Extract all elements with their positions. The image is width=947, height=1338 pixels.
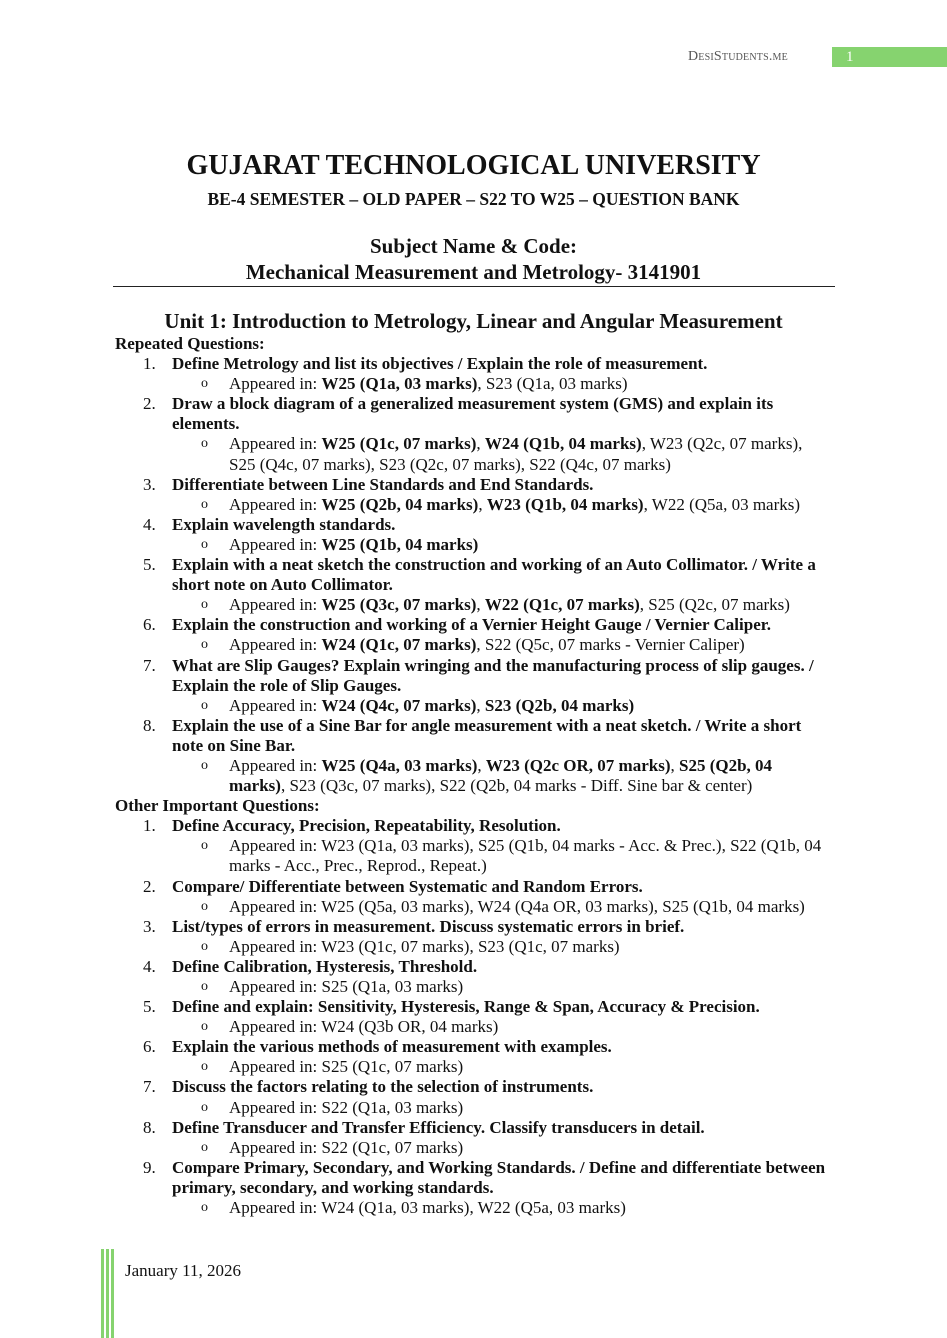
- question-number: 3.: [143, 916, 156, 936]
- question-number: 1.: [143, 354, 156, 374]
- question-item: [115, 816, 830, 836]
- question-text: Define Metrology and list its objectives / Explain the role of measurement.: [172, 354, 708, 374]
- appearance-text: ,: [477, 755, 486, 775]
- question-text: What are Slip Gauges? Explain wringing and the manufacturing process of slip gauges. / Explain the role of Slip Gauges.: [172, 655, 814, 695]
- appearance-highlight: W23 (Q2c OR, 07 marks): [485, 755, 671, 775]
- question-number: 6.: [143, 615, 156, 635]
- question-item: [115, 1037, 830, 1057]
- appearance-highlight: S23 (Q2b, 04 marks): [484, 695, 635, 715]
- subject-label: Subject Name & Code:: [369, 234, 578, 258]
- question-number: 3.: [143, 474, 156, 494]
- question-text: Explain the various methods of measurement with examples.: [172, 1037, 612, 1057]
- appeared-in-line: [115, 897, 830, 917]
- appearance-text: Appeared in:: [229, 534, 322, 554]
- question-item: [115, 1077, 830, 1097]
- appearance-highlight: W23 (Q1b, 04 marks): [486, 494, 644, 514]
- appearance-highlight: S25 (Q2b, 04 marks): [229, 755, 773, 796]
- appearance-text: Appeared in: S22 (Q1a, 03 marks): [229, 1097, 464, 1117]
- question-item: [115, 555, 830, 595]
- question-number: 8.: [143, 1117, 156, 1137]
- bullet-icon: o: [201, 1099, 208, 1115]
- question-text: Explain with a neat sketch the construction and working of an Auto Collimator. / Write a short note on Auto Collimator.: [172, 555, 816, 595]
- question-text: Explain the construction and working of a Vernier Height Gauge / Vernier Caliper.: [172, 615, 771, 635]
- title-divider: [113, 286, 835, 287]
- question-item: [115, 877, 830, 897]
- section-heading: Other Important Questions:: [115, 796, 320, 816]
- appearance-text: Appeared in:: [229, 494, 322, 514]
- bullet-icon: o: [201, 436, 208, 452]
- question-text: List/types of errors in measurement. Discuss systematic errors in brief.: [172, 916, 685, 936]
- appearance-text: Appeared in: S25 (Q1a, 03 marks): [229, 977, 464, 996]
- appearance-text: Appeared in:: [229, 635, 322, 655]
- question-text: Compare/ Differentiate between Systematic and Random Errors.: [172, 876, 643, 896]
- appearance-text: Appeared in:: [229, 755, 322, 775]
- bullet-icon: o: [201, 496, 208, 512]
- appeared-in-line: [115, 696, 830, 716]
- header-site-name: DesiStudents.me: [688, 49, 788, 64]
- question-number: 4.: [143, 514, 156, 534]
- appeared-in-line: [115, 937, 830, 957]
- appearance-highlight: W25 (Q1c, 07 marks): [321, 434, 477, 454]
- question-number: 4.: [143, 956, 156, 976]
- appeared-in-line: [115, 1057, 830, 1077]
- appeared-in-line: [115, 1198, 830, 1218]
- appearance-text: ,: [476, 695, 485, 715]
- question-text: Explain wavelength standards.: [172, 514, 396, 534]
- bullet-icon: o: [201, 697, 208, 713]
- bullet-icon: o: [201, 757, 208, 773]
- section-heading: Repeated Questions:: [115, 334, 265, 353]
- question-item: [115, 716, 830, 756]
- appearance-text: ,: [478, 494, 487, 514]
- appeared-in-line: [115, 1098, 830, 1118]
- question-number: 8.: [143, 715, 156, 735]
- appearance-text: , S22 (Q5c, 07 marks - Vernier Caliper): [476, 635, 745, 655]
- question-number: 5.: [143, 555, 156, 575]
- appearance-text: Appeared in: W25 (Q5a, 03 marks), W24 (Q4a OR, 03 marks), S25 (Q1b, 04 marks): [229, 896, 805, 916]
- question-number: 1.: [143, 816, 156, 836]
- question-text: Define Transducer and Transfer Efficiency. Classify transducers in detail.: [172, 1117, 705, 1137]
- appeared-in-line: [115, 495, 830, 515]
- appearance-highlight: W24 (Q1c, 07 marks): [321, 635, 477, 655]
- question-item: [115, 394, 830, 434]
- appeared-in-line: [115, 535, 830, 555]
- document-title: GUJARAT TECHNOLOGICAL UNIVERSITY: [186, 150, 761, 181]
- question-item: [115, 354, 830, 374]
- question-item: [115, 957, 830, 977]
- appearance-text: Appeared in: W23 (Q1c, 07 marks), S23 (Q1c, 07 marks): [229, 936, 620, 956]
- question-text: Differentiate between Line Standards and End Standards.: [172, 474, 594, 494]
- question-list: [115, 334, 830, 1218]
- question-item: [115, 917, 830, 937]
- appearance-highlight: W25 (Q1b, 04 marks): [321, 534, 479, 554]
- question-text: Define Calibration, Hysteresis, Threshold.: [172, 956, 478, 976]
- appeared-in-line: [115, 977, 830, 997]
- appearance-text: Appeared in: W24 (Q1a, 03 marks), W22 (Q5a, 03 marks): [229, 1198, 626, 1218]
- question-item: [115, 515, 830, 535]
- appeared-in-line: [115, 756, 830, 796]
- question-item: [115, 997, 830, 1017]
- appearance-highlight: W24 (Q4c, 07 marks): [321, 695, 477, 715]
- appearance-highlight: W24 (Q1b, 04 marks): [484, 434, 642, 454]
- appeared-in-line: [115, 374, 830, 394]
- bullet-icon: o: [201, 838, 208, 854]
- question-text: Define Accuracy, Precision, Repeatability, Resolution.: [172, 816, 561, 836]
- bullet-icon: o: [201, 536, 208, 552]
- appearance-highlight: W25 (Q3c, 07 marks): [321, 595, 477, 615]
- question-item: [115, 1118, 830, 1138]
- appearance-text: Appeared in: W24 (Q3b OR, 04 marks): [229, 1017, 499, 1037]
- appearance-text: ,: [670, 755, 679, 775]
- appearance-text: ,: [476, 595, 485, 615]
- appearance-text: , W23 (Q2c, 07 marks), S25 (Q4c, 07 marks), S23 (Q2c, 07 marks), S22 (Q4c, 07 marks): [229, 434, 803, 474]
- appearance-text: Appeared in:: [229, 595, 322, 615]
- appearance-highlight: W22 (Q1c, 07 marks): [484, 595, 640, 615]
- bullet-icon: o: [201, 376, 208, 392]
- question-text: Draw a block diagram of a generalized measurement system (GMS) and explain its elements.: [172, 394, 774, 434]
- subject-name: Mechanical Measurement and Metrology- 3141901: [245, 260, 702, 284]
- appearance-text: Appeared in:: [229, 695, 322, 715]
- unit-title: Unit 1: Introduction to Metrology, Linear and Angular Measurement: [164, 309, 783, 333]
- appearance-text: Appeared in: S25 (Q1c, 07 marks): [229, 1057, 464, 1077]
- appearance-text: Appeared in:: [229, 434, 322, 454]
- bullet-icon: o: [201, 1019, 208, 1035]
- appeared-in-line: [115, 1017, 830, 1037]
- question-number: 7.: [143, 1077, 156, 1097]
- appearance-text: , S25 (Q2c, 07 marks): [639, 595, 790, 615]
- question-item: [115, 475, 830, 495]
- footer-accent-bars: [101, 1249, 115, 1338]
- question-text: Explain the use of a Sine Bar for angle measurement with a neat sketch. / Write a short note on Sine Bar.: [172, 715, 802, 755]
- appeared-in-line: [115, 836, 830, 876]
- question-number: 7.: [143, 655, 156, 675]
- bullet-icon: o: [201, 979, 208, 994]
- bullet-icon: o: [201, 1200, 208, 1216]
- question-number: 6.: [143, 1037, 156, 1057]
- question-item: [115, 1158, 830, 1198]
- appeared-in-line: [115, 635, 830, 655]
- appearance-text: Appeared in:: [229, 374, 322, 394]
- appearance-text: , W22 (Q5a, 03 marks): [643, 494, 801, 514]
- appearance-text: , S23 (Q3c, 07 marks), S22 (Q2b, 04 marks - Diff. Sine bar & center): [280, 776, 753, 796]
- appeared-in-line: [115, 595, 830, 615]
- footer-date: January 11, 2026: [125, 1261, 241, 1280]
- question-item: [115, 615, 830, 635]
- bullet-icon: o: [201, 637, 208, 653]
- question-number: 2.: [143, 394, 156, 414]
- question-text: Discuss the factors relating to the selection of instruments.: [172, 1077, 594, 1097]
- question-text: Define and explain: Sensitivity, Hysteresis, Range & Span, Accuracy & Precision.: [172, 997, 760, 1017]
- bullet-icon: o: [201, 938, 208, 954]
- page-number-badge: 1: [832, 47, 947, 67]
- appearance-text: Appeared in: S22 (Q1c, 07 marks): [229, 1137, 464, 1157]
- appeared-in-line: [115, 1138, 830, 1158]
- appearance-text: , S23 (Q1a, 03 marks): [477, 374, 628, 394]
- document-subtitle: BE-4 SEMESTER – OLD PAPER – S22 TO W25 – QUESTION BANK: [207, 189, 740, 209]
- appearance-text: ,: [476, 434, 485, 454]
- question-number: 2.: [143, 876, 156, 896]
- appearance-highlight: W25 (Q2b, 04 marks): [321, 494, 479, 514]
- appearance-highlight: W25 (Q1a, 03 marks): [321, 374, 478, 394]
- question-number: 9.: [143, 1157, 156, 1177]
- bullet-icon: o: [201, 1059, 208, 1075]
- question-number: 5.: [143, 997, 156, 1017]
- question-text: Compare Primary, Secondary, and Working Standards. / Define and differentiate between primary, secondary, and working standards.: [172, 1157, 826, 1197]
- question-item: [115, 656, 830, 696]
- bullet-icon: o: [201, 597, 208, 613]
- appeared-in-line: [115, 434, 830, 474]
- bullet-icon: o: [201, 898, 208, 914]
- appearance-text: Appeared in: W23 (Q1a, 03 marks), S25 (Q1b, 04 marks - Acc. & Prec.), S22 (Q1b, 04 marks - Acc., Prec., Reprod., Repeat.): [229, 836, 822, 876]
- bullet-icon: o: [201, 1139, 208, 1155]
- appearance-highlight: W25 (Q4a, 03 marks): [321, 755, 478, 775]
